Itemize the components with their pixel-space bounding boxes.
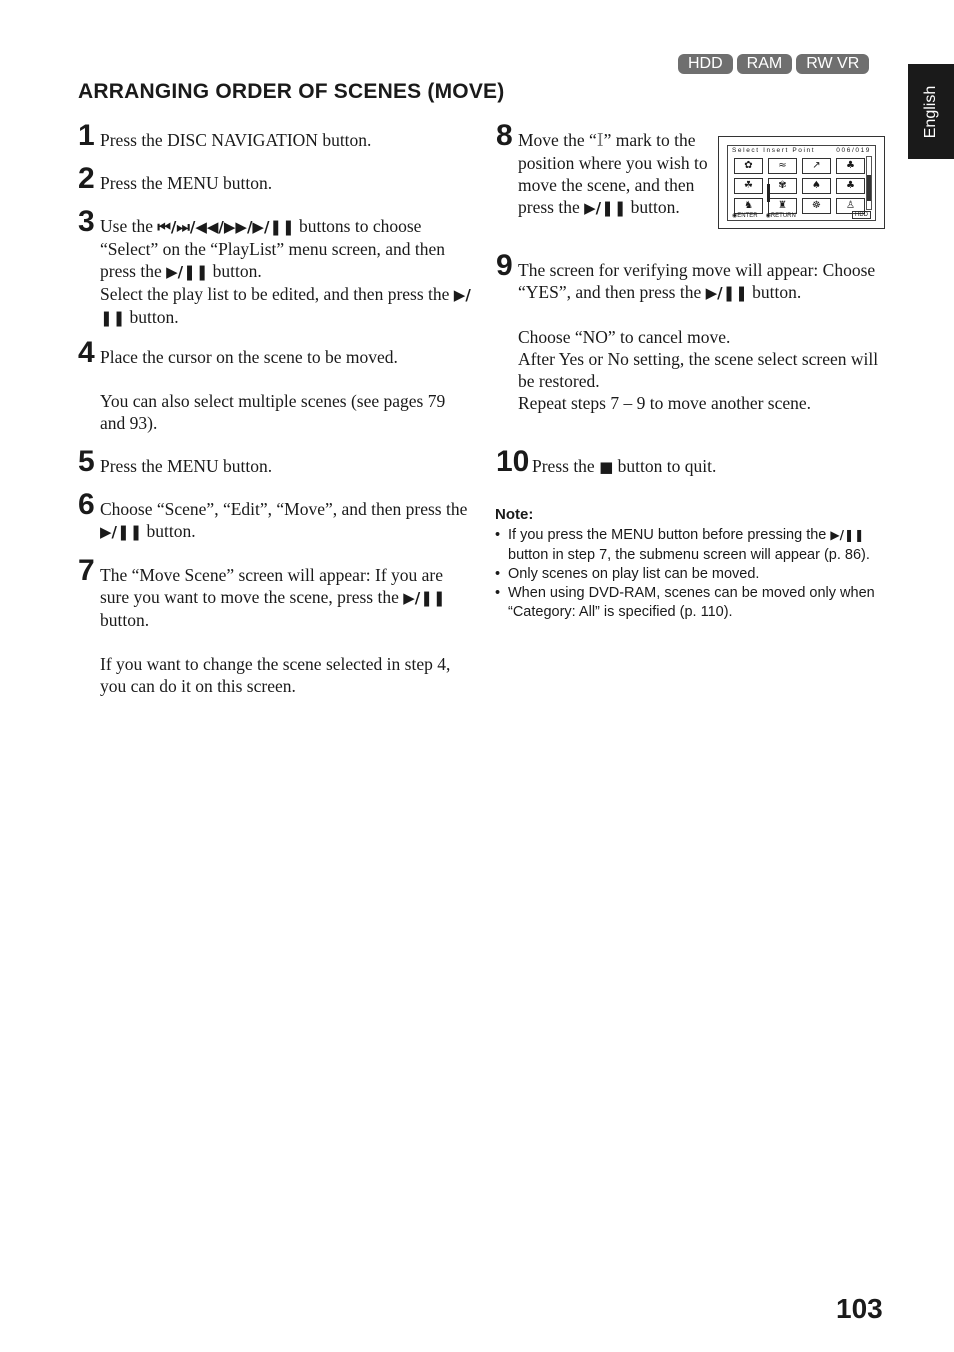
section-title: ARRANGING ORDER OF SCENES (MOVE) (78, 80, 505, 103)
note-item: • Only scenes on play list can be moved. (495, 565, 895, 584)
screen-footer (732, 211, 871, 219)
step-text: The “Move Scene” screen will appear: If you are sure you want to move the scene, press the ▶/❚❚ button. (100, 565, 446, 630)
scene-thumbnail: ☸ (802, 198, 831, 214)
step-number: 4 (78, 336, 95, 369)
page-number: 103 (836, 1293, 883, 1324)
step-text: The screen for verifying move will appear: Choose “YES”, and then press the ▶/❚❚ button. (518, 260, 876, 302)
scene-thumbnail: ♠ (802, 178, 831, 194)
scene-thumbnail: ☘ (734, 178, 763, 194)
step-text: Repeat steps 7 – 9 to move another scene. (518, 393, 812, 413)
step-number: 9 (496, 249, 513, 282)
play-pause-icon: ▶/❚❚ (584, 199, 627, 217)
play-pause-icon: ▶/❚❚ (166, 263, 209, 281)
tag-hdd: HDD (678, 54, 733, 74)
step-number: 1 (78, 119, 95, 152)
scene-thumbnail: ✾ (768, 178, 797, 194)
play-pause-icon: ▶/❚❚ (100, 523, 143, 541)
play-pause-icon: ▶/❚❚ (100, 286, 471, 327)
step-text: Place the cursor on the scene to be moved. (100, 347, 398, 367)
play-pause-icon: ▶/❚❚ (830, 528, 865, 543)
play-pause-icon: ▶/❚❚ (705, 284, 748, 302)
step-text: Press the ■ button to quit. (532, 456, 717, 476)
step-number: 5 (78, 445, 95, 478)
step-text: You can also select multiple scenes (see pages 79 and 93). (100, 391, 446, 433)
step-text: After Yes or No setting, the scene select screen will be restored. (518, 349, 879, 391)
scene-thumbnail: ♜ (768, 198, 797, 214)
scene-thumbnail: ♣ (836, 178, 865, 194)
enter-icon: ◉ (732, 212, 738, 219)
note-box (495, 505, 895, 623)
note-item: • When using DVD-RAM, scenes can be moved only when “Category: All” is specified (p. 110). (495, 584, 895, 623)
media-tags (678, 54, 869, 74)
step-text: If you want to change the scene selected in step 4, you can do it on this screen. (100, 654, 451, 696)
hdd-indicator: HDD (852, 211, 871, 219)
step-number: 8 (496, 119, 513, 152)
scene-thumbnail: ♙ (836, 198, 865, 214)
scene-thumbnail: ≈ (768, 158, 797, 174)
language-tab-label: English (922, 85, 939, 138)
step-number: 7 (78, 554, 95, 587)
scene-thumbnail: ♣ (836, 158, 865, 174)
scene-counter: 006/019 (836, 147, 871, 154)
step-number: 10 (496, 445, 530, 478)
scene-thumbnail: ↗ (802, 158, 831, 174)
step-number: 2 (78, 162, 95, 195)
step-text: Press the MENU button. (100, 173, 273, 193)
select-insert-point-screen (718, 136, 885, 229)
skip-search-play-pause-icons: ⏮/⏭/◀◀/▶▶/▶/❚❚ (157, 218, 295, 236)
step-text: Use the ⏮/⏭/◀◀/▶▶/▶/❚❚ buttons to choose “Select” on the “PlayList” menu screen, and then press the ▶/❚❚ button. (100, 216, 446, 281)
stop-icon: ■ (599, 458, 614, 476)
scene-thumbnail: ✿ (734, 158, 763, 174)
scroll-bar (866, 156, 872, 210)
screen-frame (727, 145, 876, 221)
note-heading: Note: (495, 506, 534, 523)
return-icon: ◉ (765, 212, 771, 219)
screen-header (732, 147, 871, 154)
screen-title: Select Insert Point (732, 147, 816, 154)
insert-point-cursor (767, 184, 770, 202)
tag-ram: RAM (737, 54, 793, 74)
step-text: Press the MENU button. (100, 456, 273, 476)
step-text: Move the “I” mark to the position where you wish to move the scene, and then press the ▶/❚❚ button. (518, 130, 708, 217)
step-text: Choose “NO” to cancel move. (518, 327, 731, 347)
step-number: 3 (78, 205, 95, 238)
step-text: Press the DISC NAVIGATION button. (100, 130, 372, 150)
note-list (495, 526, 895, 622)
step-number: 6 (78, 488, 95, 521)
scene-thumbnail: ♞ (734, 198, 763, 214)
step-text: Choose “Scene”, “Edit”, “Move”, and then press the ▶/❚❚ button. (100, 499, 468, 541)
enter-hint: ◉ENTER (732, 212, 758, 219)
return-hint: ◉RETURN (765, 212, 796, 219)
thumbnail-grid (734, 158, 868, 214)
play-pause-icon: ▶/❚❚ (403, 589, 446, 607)
language-tab (908, 64, 954, 159)
note-item: • If you press the MENU button before pressing the ▶/❚❚ button in step 7, the submenu screen will appear (p. 86). (495, 526, 895, 565)
step-text: Select the play list to be edited, and then press the ▶/❚❚ button. (100, 284, 471, 327)
tag-rw-vr: RW VR (796, 54, 869, 74)
insert-mark-icon: I (596, 131, 604, 151)
